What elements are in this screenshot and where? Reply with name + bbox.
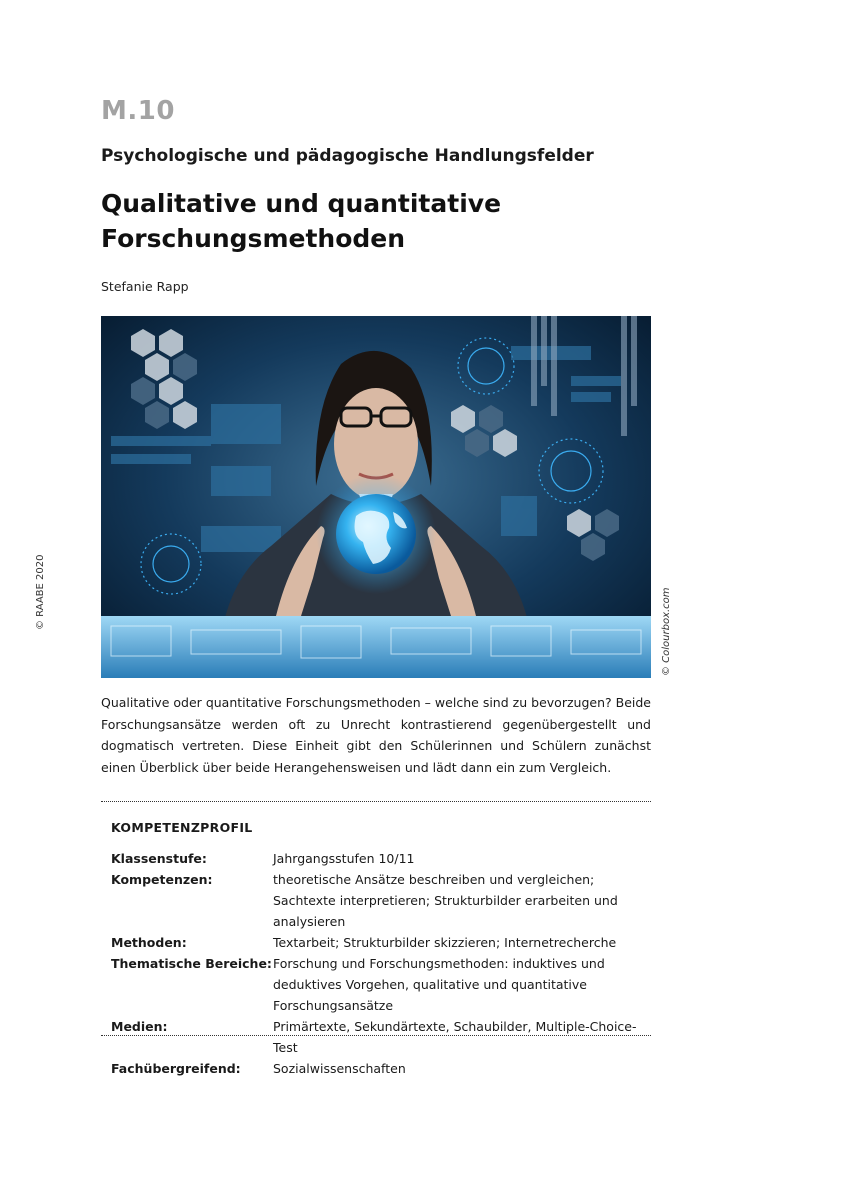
profile-value: Jahrgangsstufen 10/11 bbox=[273, 851, 415, 866]
unit-code: M.10 bbox=[101, 96, 175, 126]
profile-row bbox=[111, 1016, 651, 1058]
author: Stefanie Rapp bbox=[101, 279, 189, 294]
profile-value: theoretische Ansätze beschreiben und vergleichen; Sachtexte interpretieren; Strukturbilder erarbeiten und analysieren bbox=[273, 872, 618, 929]
profile-row bbox=[111, 848, 651, 869]
title-line-1: Qualitative und quantitative bbox=[101, 189, 502, 218]
profile-row bbox=[111, 932, 651, 953]
profile-label: Kompetenzen: bbox=[111, 872, 213, 887]
profile-value: Sozialwissenschaften bbox=[273, 1061, 406, 1076]
woman-globe-illustration bbox=[101, 316, 651, 678]
subject-area: Psychologische und pädagogische Handlungsfelder bbox=[101, 146, 594, 166]
profile-label: Medien: bbox=[111, 1019, 168, 1034]
profile-label: Methoden: bbox=[111, 935, 187, 950]
image-credit: © Colourbox.com bbox=[661, 587, 672, 676]
page-title bbox=[101, 186, 661, 256]
profile-label: Fachübergreifend: bbox=[111, 1061, 241, 1076]
profile-row bbox=[111, 869, 651, 932]
profile-value: Forschung und Forschungsmethoden: induktives und deduktives Vorgehen, qualitative und quantitative Forschungsansätze bbox=[273, 956, 605, 1013]
profile-label: Klassenstufe: bbox=[111, 851, 207, 866]
competence-profile bbox=[111, 848, 651, 1079]
title-line-2: Forschungsmethoden bbox=[101, 224, 406, 253]
profile-value: Primärtexte, Sekundärtexte, Schaubilder, Multiple-Choice-Test bbox=[273, 1019, 637, 1055]
profile-row bbox=[111, 953, 651, 1016]
dotted-divider bbox=[101, 1035, 651, 1036]
hero-image bbox=[101, 316, 651, 678]
dotted-divider bbox=[101, 801, 651, 802]
profile-heading: KOMPETENZPROFIL bbox=[111, 820, 253, 835]
profile-row bbox=[111, 1058, 651, 1079]
profile-label: Thematische Bereiche: bbox=[111, 956, 272, 971]
profile-value: Textarbeit; Strukturbilder skizzieren; Internetrecherche bbox=[273, 935, 617, 950]
copyright-notice: © RAABE 2020 bbox=[35, 554, 46, 630]
intro-paragraph: Qualitative oder quantitative Forschungsmethoden – welche sind zu bevorzugen? Beide Forschungsansätze werden oft zu Unrecht kontrastierend gegenübergestellt und dogmatisch vertreten. Diese Einheit gibt den Schülerinnen und Schülern zunächst einen Überblick über beide Herangehensweisen und lädt dann ein zum Vergleich. bbox=[101, 695, 651, 775]
